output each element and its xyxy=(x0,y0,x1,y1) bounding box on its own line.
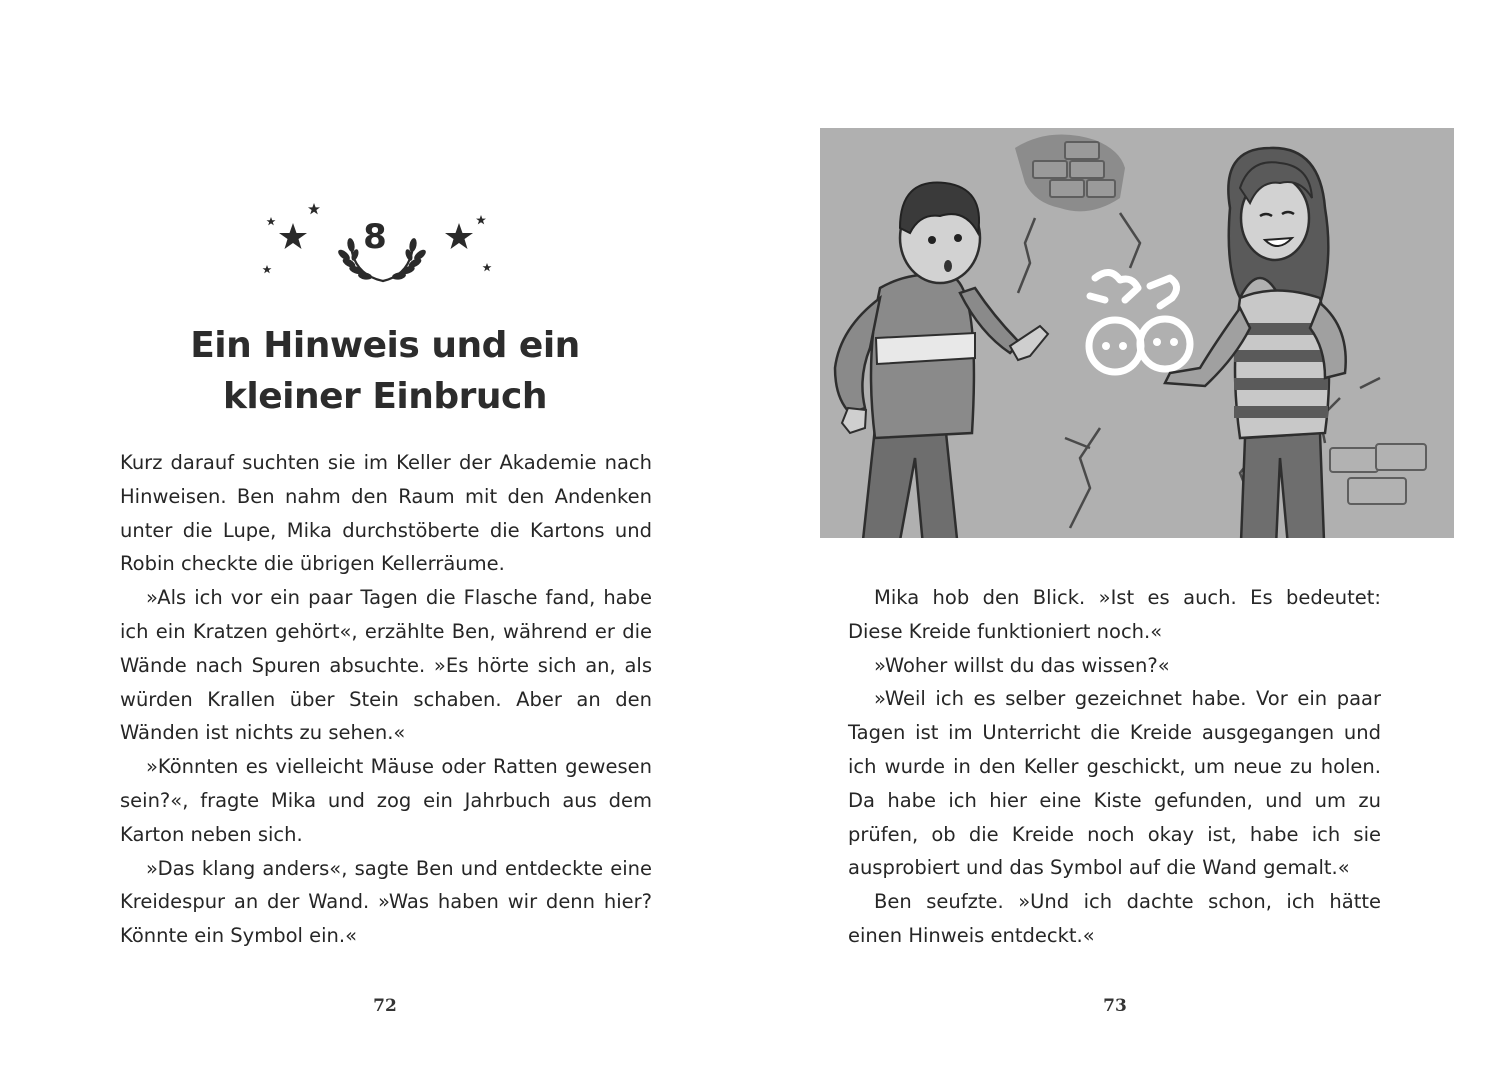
star-icon xyxy=(308,203,320,214)
chapter-title xyxy=(120,320,650,422)
paragraph: »Weil ich es selber gezeichnet habe. Vor ein paar Tagen ist im Unterricht die Kreide ausgegangen und ich wurde in den Keller geschickt, um neue zu holen. Da habe ich hier eine Kiste gefunden, und um zu prüfen, ob die Kreide noch okay ist, habe ich sie ausprobiert und das Symbol auf die Wand gemalt.« xyxy=(848,687,1381,880)
paragraph: Ben seufzte. »Und ich dachte schon, ich hätte einen Hinweis entdeckt.« xyxy=(848,890,1381,947)
chapter-ornament xyxy=(255,195,495,295)
paragraph: »Als ich vor ein paar Tagen die Flasche fand, habe ich ein Kratzen gehört«, erzählte Ben, während er die Wände nach Spuren absuchte. »Es hörte sich an, als würden Krallen über Stein schaben. Aber an den Wänden ist nichts zu sehen.« xyxy=(120,586,652,745)
left-body-text xyxy=(120,446,652,953)
illustration xyxy=(820,128,1454,568)
chapter-title-line: kleiner Einbruch xyxy=(222,376,548,417)
page-number: 72 xyxy=(373,996,397,1016)
chapter-title-line: Ein Hinweis und ein xyxy=(190,325,580,366)
star-icon xyxy=(263,265,272,273)
page-number: 73 xyxy=(1103,996,1127,1016)
right-page xyxy=(750,0,1500,1087)
paragraph: »Woher willst du das wissen?« xyxy=(874,653,1170,677)
paragraph: Mika hob den Blick. »Ist es auch. Es bedeutet: Diese Kreide funktioniert noch.« xyxy=(848,586,1381,643)
star-icon xyxy=(483,263,492,271)
chapter-number: 8 xyxy=(363,217,387,257)
right-body-text xyxy=(848,581,1381,953)
paragraph: Kurz darauf suchten sie im Keller der Akademie nach Hinweisen. Ben nahm den Raum mit den Andenken unter die Lupe, Mika durchstöberte die Kartons und Robin checkte die übrigen Kellerräume. xyxy=(120,451,652,576)
paragraph: »Das klang anders«, sagte Ben und entdeckte eine Kreidespur an der Wand. »Was haben wir denn hier? Könnte ein Symbol ein.« xyxy=(120,856,652,948)
two-kids-chalk-symbol-illustration-icon xyxy=(820,128,1454,568)
paragraph: »Könnten es vielleicht Mäuse oder Ratten gewesen sein?«, fragte Mika und zog ein Jahrbuch aus dem Karton neben sich. xyxy=(120,755,652,846)
